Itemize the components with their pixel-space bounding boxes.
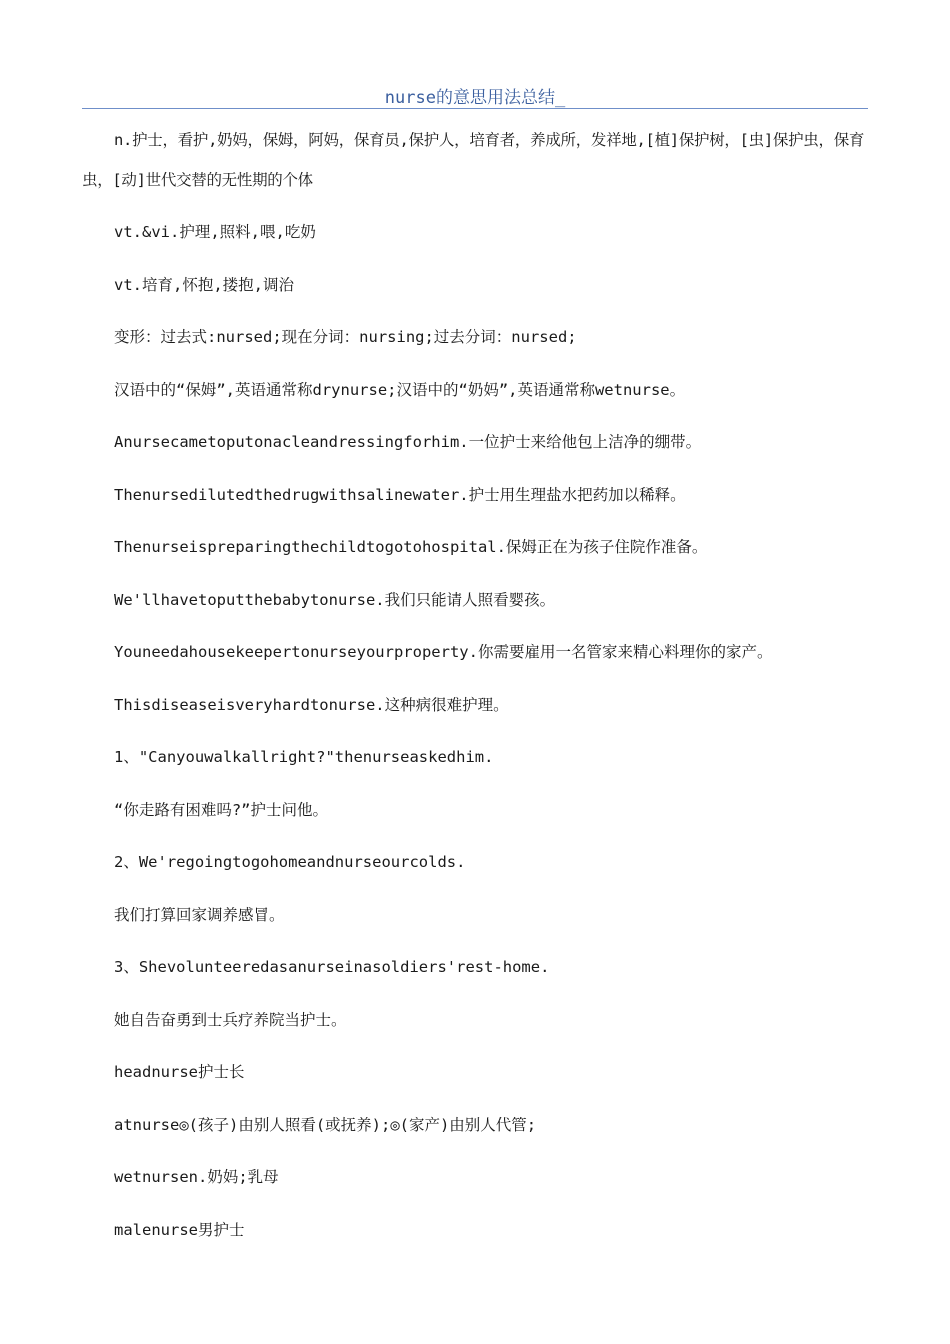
usage-note: 汉语中的“保姆”,英语通常称drynurse;汉语中的“奶妈”,英语通常称wetnurse。: [114, 380, 686, 399]
phrase-entry: wetnursen.奶妈;乳母: [114, 1168, 279, 1186]
example-sentence: Anursecametoputonacleandressingforhim.一位护士来给他包上洁净的绷带。: [114, 433, 702, 451]
example-sentence: Thenurseispreparingthechildtogotohospital.保姆正在为孩子住院作准备。: [114, 538, 708, 556]
phrase-entry: headnurse护士长: [114, 1063, 245, 1081]
transitive-definition: vt.培育,怀抱,搂抱,调治: [114, 275, 294, 294]
numbered-example: 2、We'regoingtogohomeandnurseourcolds.: [114, 853, 466, 871]
definition-paragraph: n.护士，看护,奶妈，保姆，阿妈，保育员,保护人，培育者，养成所，发祥地,[植]保护树，[虫]保护虫，保育虫，[动]世代交替的无性期的个体: [82, 131, 865, 189]
example-sentence: Thenursedilutedthedrugwithsalinewater.护士用生理盐水把药加以稀释。: [114, 485, 686, 504]
example-translation: 她自告奋勇到士兵疗养院当护士。: [114, 1010, 347, 1029]
example-translation: “你走路有困难吗?”护士问他。: [114, 800, 328, 819]
inflections: 变形：过去式:nursed;现在分词：nursing;过去分词：nursed;: [114, 328, 577, 346]
numbered-example: 1、"Canyouwalkallright?"thenurseaskedhim.: [114, 748, 494, 766]
example-sentence: Thisdiseaseisveryhardtonurse.这种病很难护理。: [114, 695, 509, 714]
document-body: [82, 127, 868, 1269]
example-sentence: We'llhavetoputthebabytonurse.我们只能请人照看婴孩。: [114, 590, 556, 609]
example-sentence: Youneedahousekeepertonurseyourproperty.你需要雇用一名管家来精心料理你的家产。: [114, 643, 773, 661]
header-divider: [82, 108, 868, 109]
phrase-entry: atnurse◎(孩子)由别人照看(或抚养);◎(家产)由别人代管;: [114, 1115, 537, 1134]
numbered-example: 3、Shevolunteeredasanurseinasoldiers'rest-home.: [114, 958, 550, 976]
example-translation: 我们打算回家调养感冒。: [114, 905, 285, 924]
verb-definition: vt.&vi.护理,照料,喂,吃奶: [114, 223, 316, 241]
page-header-title: nurse的意思用法总结_: [384, 88, 566, 108]
phrase-entry: malenurse男护士: [114, 1220, 245, 1239]
